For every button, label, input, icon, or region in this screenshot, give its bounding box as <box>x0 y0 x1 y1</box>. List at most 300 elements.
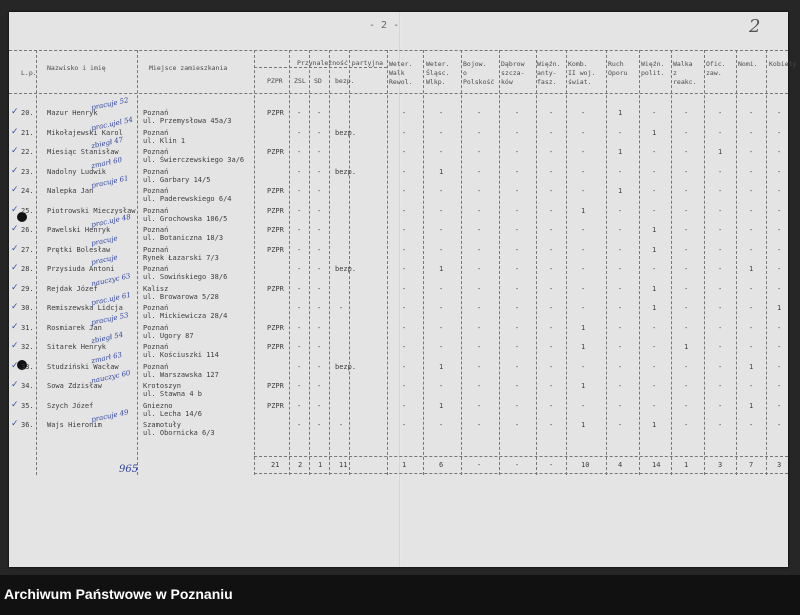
row-party-empty: - <box>317 362 322 371</box>
row-value: - <box>652 343 657 351</box>
row-value: - <box>515 304 520 312</box>
header-top-rule <box>9 50 788 51</box>
check-mark: ✓ <box>11 185 19 195</box>
row-value: - <box>439 304 444 312</box>
row-value: - <box>718 284 723 293</box>
page-fold <box>399 12 401 567</box>
row-value: - <box>718 109 723 117</box>
header-bottom-rule <box>9 93 788 94</box>
header-column: Bojow. <box>463 60 487 68</box>
total-value: 1 <box>402 461 407 469</box>
row-value: - <box>684 187 689 195</box>
row-value: 1 <box>439 167 444 176</box>
row-party-empty: - <box>317 382 322 390</box>
row-value: 1 <box>581 343 586 351</box>
header-column: Ruch <box>608 60 624 68</box>
row-value: - <box>777 284 782 293</box>
row-value: - <box>618 128 623 137</box>
row-lp: 30. <box>21 304 34 312</box>
row-value: - <box>684 206 689 215</box>
total-value: 3 <box>718 461 723 469</box>
row-value: 1 <box>684 343 689 351</box>
row-party-empty: - <box>317 265 322 273</box>
row-party-empty: - <box>317 284 322 293</box>
row-lp: 25. <box>21 206 34 215</box>
row-party: PZPR <box>267 343 284 351</box>
check-mark: ✓ <box>11 380 19 390</box>
row-name: Rosmiarek Jan <box>47 323 102 332</box>
row-value: 1 <box>652 304 657 312</box>
row-value: - <box>652 401 657 410</box>
column-rule <box>36 50 37 475</box>
handwritten-note: pracuje <box>90 253 119 267</box>
row-value: - <box>402 362 407 371</box>
row-value: - <box>549 187 554 195</box>
row-value: - <box>684 109 689 117</box>
header-lp: L.p. <box>21 69 37 77</box>
header-address: Miejsce zamieszkania <box>149 64 228 72</box>
row-name: Miesiąc Stanisław <box>47 148 119 156</box>
header-column: zaw. <box>706 69 722 77</box>
row-value: - <box>749 206 754 215</box>
row-value: - <box>684 421 689 429</box>
row-value: - <box>652 206 657 215</box>
handwritten-note: pracuje 53 <box>90 310 130 327</box>
row-value: - <box>515 206 520 215</box>
row-value: - <box>402 401 407 410</box>
row-value: - <box>549 109 554 117</box>
total-value: - <box>549 461 554 469</box>
row-value: - <box>477 226 482 234</box>
row-value: - <box>718 382 723 390</box>
row-value: - <box>549 245 554 254</box>
header-column: Oporu <box>608 69 628 77</box>
column-rule <box>423 50 424 475</box>
row-value: - <box>581 226 586 234</box>
row-value: - <box>549 421 554 429</box>
row-address-street: ul. Przemysłowa 45a/3 <box>143 117 232 125</box>
row-value: - <box>718 362 723 371</box>
total-sd: 1 <box>318 461 323 469</box>
handwritten-note: pracuje 61 <box>90 174 130 190</box>
header-party-sub: ZSL <box>294 77 306 85</box>
row-value: - <box>477 284 482 293</box>
row-value: - <box>652 109 657 117</box>
row-party-empty: - <box>297 265 302 273</box>
check-mark: ✓ <box>11 126 19 137</box>
row-value: 1 <box>749 362 754 371</box>
row-address-city: Poznań <box>143 245 169 254</box>
column-rule <box>639 50 640 475</box>
header-column: ków <box>501 78 513 86</box>
row-party-empty: - <box>297 128 302 137</box>
row-party-empty: - <box>317 245 322 254</box>
check-mark: ✓ <box>11 204 19 215</box>
row-value: - <box>718 206 723 215</box>
header-column: Weter. <box>389 60 413 68</box>
row-value: - <box>618 304 623 312</box>
row-party: bezp. <box>335 167 357 176</box>
row-value: - <box>581 304 586 312</box>
row-party-empty: - <box>297 226 302 234</box>
row-value: - <box>718 323 723 332</box>
row-address-street: ul. Mickiewicza 28/4 <box>143 312 228 320</box>
row-value: - <box>618 265 623 273</box>
row-name: Nalepka Jan <box>47 187 94 195</box>
handwritten-note: zmarł 60 <box>90 155 123 170</box>
row-name: Studziński Wacław <box>47 362 119 371</box>
total-value: 10 <box>581 461 590 469</box>
row-value: - <box>477 187 482 195</box>
document-page <box>9 12 797 567</box>
row-address-city: Poznań <box>143 362 169 371</box>
header-column: Weter. <box>426 60 450 68</box>
row-value: 1 <box>439 265 444 273</box>
row-value: - <box>749 382 754 390</box>
row-name: Mikołajewski Karol <box>47 128 123 137</box>
row-address-city: Poznań <box>143 343 169 351</box>
handwritten-note: prac.ujel 54 <box>90 115 134 132</box>
row-party-empty: - <box>317 401 322 410</box>
row-value: - <box>749 343 754 351</box>
row-address-street: ul. Kościuszki 114 <box>143 351 219 359</box>
row-party: PZPR <box>267 206 284 215</box>
row-value: - <box>515 128 520 137</box>
row-value: - <box>549 265 554 273</box>
row-value: - <box>684 323 689 332</box>
handwritten-note: pracuje 52 <box>90 96 130 112</box>
total-value: - <box>477 461 482 469</box>
row-value: - <box>402 109 407 117</box>
row-value: - <box>515 284 520 293</box>
header-column: świat. <box>568 78 592 86</box>
row-party: bezp. <box>335 265 357 273</box>
row-party-empty: - <box>297 245 302 254</box>
row-name: Rejdak Józef <box>47 284 98 293</box>
row-value: - <box>684 245 689 254</box>
row-value: - <box>581 401 586 410</box>
row-value: - <box>439 109 444 117</box>
row-value: - <box>515 343 520 351</box>
row-party-empty: - <box>317 128 322 137</box>
column-rule <box>536 50 537 475</box>
row-address-street: ul. Browarowa 5/28 <box>143 292 219 301</box>
row-value: 1 <box>618 148 623 156</box>
row-value: - <box>515 362 520 371</box>
row-value: - <box>581 148 586 156</box>
row-lp: 34. <box>21 382 34 390</box>
row-party-empty: - <box>297 362 302 371</box>
row-value: - <box>777 401 782 410</box>
row-value: - <box>652 265 657 273</box>
row-value: - <box>684 304 689 312</box>
row-value: - <box>439 206 444 215</box>
row-address-city: Poznań <box>143 128 169 137</box>
row-value: - <box>439 284 444 293</box>
row-address-city: Poznań <box>143 148 169 156</box>
row-address-street: ul. Lecha 14/6 <box>143 409 203 418</box>
row-value: - <box>618 343 623 351</box>
row-value: - <box>777 343 782 351</box>
row-value: - <box>718 128 723 137</box>
row-value: - <box>439 128 444 137</box>
row-value: - <box>652 167 657 176</box>
row-lp: 36. <box>21 421 34 429</box>
row-value: - <box>477 343 482 351</box>
header-column: Dąbrow <box>501 60 525 68</box>
header-column: fasz. <box>537 78 557 86</box>
row-value: - <box>477 167 482 176</box>
row-value: - <box>402 265 407 273</box>
check-mark: ✓ <box>11 107 19 117</box>
row-value: - <box>402 187 407 195</box>
row-value: - <box>402 167 407 176</box>
handwritten-note: nauczyc 60 <box>90 368 132 386</box>
row-address-street: Rynek Łazarski 7/3 <box>143 253 219 262</box>
row-party-empty: - <box>317 323 322 332</box>
row-value: - <box>684 284 689 293</box>
row-party: bezp. <box>335 128 357 137</box>
handwritten-note: prac.uje 48 <box>90 212 132 230</box>
header-party: Przynależność partyjna <box>297 59 384 67</box>
row-value: - <box>477 128 482 137</box>
row-address-city: Poznań <box>143 304 169 312</box>
row-value: - <box>684 401 689 410</box>
row-party: PZPR <box>267 284 284 293</box>
page-number: 2 <box>749 16 761 37</box>
row-address-city: Poznań <box>143 109 169 117</box>
row-value: - <box>549 128 554 137</box>
row-name: Piotrowski Mieczysław <box>47 206 136 215</box>
row-name: Wajs Hieronim <box>47 421 102 429</box>
check-mark: ✓ <box>11 302 19 312</box>
row-value: - <box>777 245 782 254</box>
row-party-empty: - <box>297 206 302 215</box>
column-rule <box>461 50 462 475</box>
row-value: - <box>618 245 623 254</box>
check-mark: ✓ <box>11 321 19 332</box>
row-value: - <box>749 167 754 176</box>
column-rule <box>606 50 607 475</box>
row-value: 1 <box>652 421 657 429</box>
total-value: 4 <box>618 461 623 469</box>
row-lp: 21. <box>21 128 34 137</box>
header-column: Komb. <box>568 60 588 68</box>
header-column: Ofic. <box>706 60 726 68</box>
row-lp: 31. <box>21 323 34 332</box>
row-value: - <box>749 148 754 156</box>
check-mark: ✓ <box>11 360 19 371</box>
header-column: Wlkp. <box>426 78 446 86</box>
row-address-street: ul. Botaniczna 18/3 <box>143 234 224 242</box>
row-value: - <box>777 187 782 195</box>
row-value: 1 <box>749 265 754 273</box>
row-value: - <box>618 421 623 429</box>
row-value: - <box>515 401 520 410</box>
row-value: - <box>515 382 520 390</box>
row-value: 1 <box>581 206 586 215</box>
row-address-street: ul. Klin 1 <box>143 136 186 145</box>
row-value: - <box>439 323 444 332</box>
row-value: - <box>515 323 520 332</box>
row-party-empty: - <box>317 167 322 176</box>
row-address-city: Poznań <box>143 187 169 195</box>
row-name: Remiszewska Lidcja <box>47 304 123 312</box>
header-column: Rewol. <box>389 78 413 86</box>
row-name: Pawelski Henryk <box>47 226 111 234</box>
row-value: - <box>402 148 407 156</box>
check-mark: ✓ <box>11 282 19 293</box>
row-party-empty: - <box>297 401 302 410</box>
handwritten-note: prac.uje 61 <box>90 290 132 308</box>
row-party-empty: - <box>317 226 322 234</box>
row-value: - <box>618 206 623 215</box>
row-value: - <box>515 245 520 254</box>
row-value: - <box>581 187 586 195</box>
row-name: Mazur Henryk <box>47 109 98 117</box>
column-rule <box>499 50 500 475</box>
row-value: - <box>515 226 520 234</box>
check-mark: ✓ <box>11 243 19 254</box>
row-value: - <box>549 362 554 371</box>
header-column: reakc. <box>673 78 697 86</box>
row-party-empty: - <box>297 167 302 176</box>
row-value: - <box>402 304 407 312</box>
header-column: Walk <box>389 69 405 77</box>
row-value: - <box>718 343 723 351</box>
row-name: Prętki Bolesław <box>47 245 111 254</box>
row-value: - <box>684 362 689 371</box>
row-value: - <box>777 109 782 117</box>
row-value: - <box>652 362 657 371</box>
row-address-city: Gniezno <box>143 401 173 410</box>
column-rule <box>137 50 138 475</box>
row-value: - <box>749 109 754 117</box>
row-value: - <box>749 323 754 332</box>
row-value: - <box>777 226 782 234</box>
row-value: - <box>402 323 407 332</box>
row-value: - <box>718 187 723 195</box>
column-rule <box>387 50 388 475</box>
check-mark: ✓ <box>11 399 19 410</box>
header-column: o <box>463 69 467 77</box>
header-column: Więźn. <box>641 60 665 68</box>
row-value: - <box>549 167 554 176</box>
row-value: 1 <box>652 245 657 254</box>
row-value: - <box>777 128 782 137</box>
row-party: PZPR <box>267 323 284 332</box>
row-party: - <box>339 421 344 429</box>
row-value: - <box>439 421 444 429</box>
row-value: 1 <box>439 362 444 371</box>
header-column: anty- <box>537 69 557 77</box>
row-party: PZPR <box>267 109 284 117</box>
row-value: - <box>581 128 586 137</box>
handwritten-note: zmarł 63 <box>90 350 123 365</box>
handwritten-note: zbiegł 54 <box>90 330 124 346</box>
row-value: 1 <box>777 304 782 312</box>
totals-top-rule <box>254 456 788 457</box>
row-lp: 20. <box>21 109 34 117</box>
row-party: PZPR <box>267 187 284 195</box>
column-rule <box>766 50 767 475</box>
row-value: - <box>549 304 554 312</box>
row-address-city: Poznań <box>143 167 169 176</box>
row-value: - <box>618 226 623 234</box>
header-name: Nazwisko i imię <box>47 64 106 72</box>
row-value: - <box>477 362 482 371</box>
row-lp: 27. <box>21 245 34 254</box>
row-lp: 29. <box>21 284 34 293</box>
header-column: szcza- <box>501 69 525 77</box>
row-value: - <box>581 284 586 293</box>
row-value: - <box>718 421 723 429</box>
row-value: - <box>618 401 623 410</box>
row-value: - <box>749 128 754 137</box>
row-value: - <box>749 421 754 429</box>
row-address-street: ul. Grochowska 106/5 <box>143 214 228 223</box>
column-rule <box>566 50 567 475</box>
row-value: - <box>402 128 407 137</box>
column-rule <box>736 50 737 475</box>
row-value: - <box>402 206 407 215</box>
row-value: - <box>777 206 782 215</box>
row-value: - <box>718 304 723 312</box>
row-lp: 22. <box>21 148 34 156</box>
row-value: - <box>652 148 657 156</box>
row-address-city: Krotoszyn <box>143 382 181 390</box>
row-party-empty: - <box>297 148 302 156</box>
row-name: Szych Józef <box>47 401 94 410</box>
row-lp: 23. <box>21 167 34 176</box>
row-value: - <box>515 148 520 156</box>
row-value: - <box>684 265 689 273</box>
row-value: - <box>718 245 723 254</box>
row-value: 1 <box>581 421 586 429</box>
row-lp: 28. <box>21 265 34 273</box>
row-value: - <box>684 226 689 234</box>
row-value: - <box>749 284 754 293</box>
total-zsl: 2 <box>298 461 303 469</box>
row-lp: 32. <box>21 343 34 351</box>
header-column: Walka <box>673 60 693 68</box>
handwritten-note: zbiegł 47 <box>90 135 124 151</box>
row-address-street: ul. Garbary 14/5 <box>143 175 211 184</box>
margin-note: 965 <box>119 464 139 475</box>
row-party-empty: - <box>297 343 302 351</box>
row-value: 1 <box>718 148 723 156</box>
row-value: - <box>652 187 657 195</box>
row-value: - <box>581 265 586 273</box>
row-value: - <box>402 421 407 429</box>
row-party: bezp. <box>335 362 357 371</box>
total-value: 6 <box>439 461 444 469</box>
row-value: - <box>618 382 623 390</box>
party-rule <box>254 67 387 68</box>
row-party: PZPR <box>267 382 284 390</box>
row-value: - <box>777 265 782 273</box>
row-value: - <box>549 284 554 293</box>
row-value: - <box>777 167 782 176</box>
row-party-empty: - <box>317 187 322 195</box>
row-party: PZPR <box>267 226 284 234</box>
row-value: - <box>749 304 754 312</box>
row-name: Sowa Zdzisław <box>47 382 102 390</box>
row-value: 1 <box>618 109 623 117</box>
header-column: Więźn. <box>537 60 561 68</box>
row-value: - <box>549 343 554 351</box>
header-party-sub: bezp. <box>335 77 355 85</box>
